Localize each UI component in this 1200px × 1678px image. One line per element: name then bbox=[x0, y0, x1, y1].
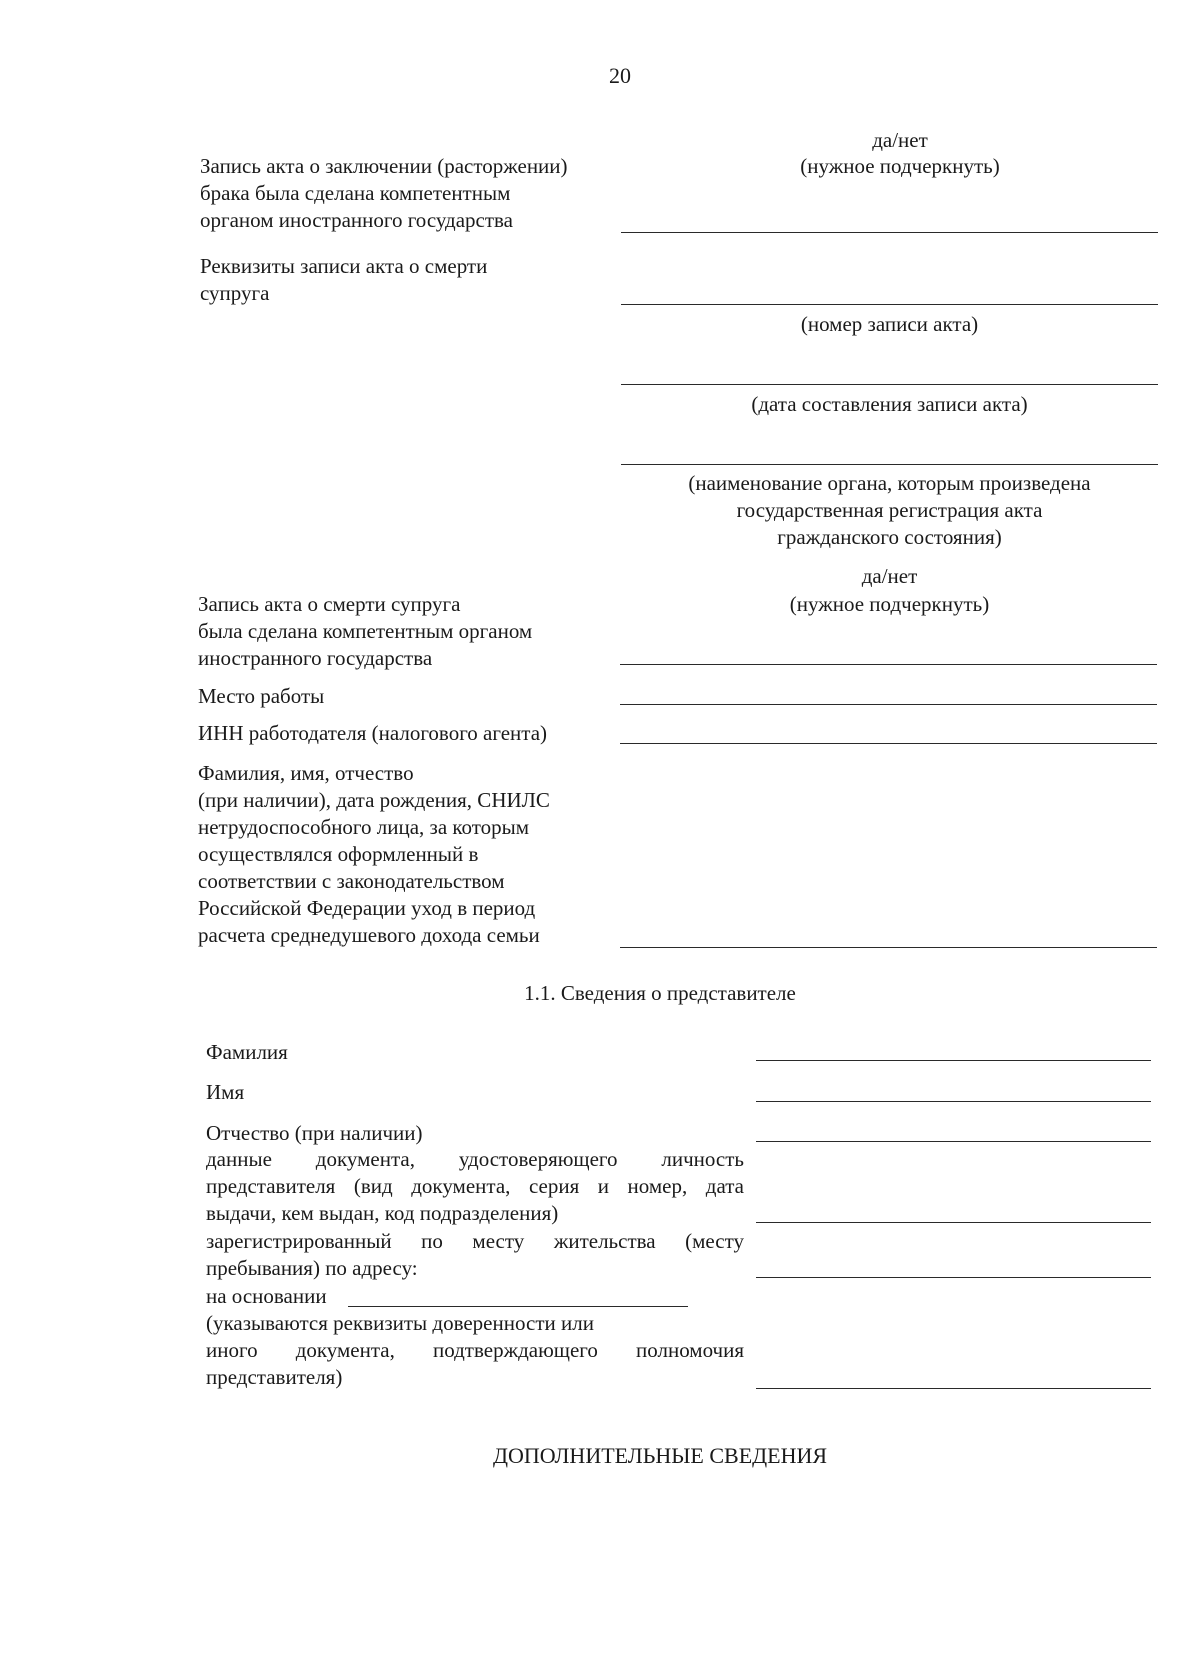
spouse-death-foreign-label: Запись акта о смерти супруга была сделана компетентным органом иностранного государства bbox=[198, 592, 533, 670]
workplace-field[interactable] bbox=[620, 704, 1157, 705]
basis-note-line: (указываются реквизиты доверенности или bbox=[206, 1311, 594, 1335]
death-record-date-field[interactable] bbox=[621, 384, 1158, 385]
basis-note-justified bbox=[206, 1337, 744, 1364]
document-label-line: выдачи, кем выдан, код подразделения) bbox=[206, 1201, 559, 1225]
marriage-yes-no-options[interactable]: да/нет bbox=[872, 128, 928, 152]
death-record-number-caption: (номер записи акта) bbox=[800, 312, 979, 336]
page-number: 20 bbox=[609, 63, 631, 88]
address-label-line: зарегистрированный по месту жительства (месту bbox=[206, 1229, 744, 1253]
representative-section-title: 1.1. Сведения о представителе bbox=[524, 981, 796, 1005]
representative-document-field[interactable] bbox=[756, 1222, 1151, 1223]
workplace-label: Место работы bbox=[198, 684, 325, 708]
death-record-number-field[interactable] bbox=[621, 304, 1158, 305]
marriage-underline-hint: (нужное подчеркнуть) bbox=[800, 154, 1000, 178]
representative-address-field[interactable] bbox=[756, 1277, 1151, 1278]
document-label-line: представителя (вид документа, серия и номер, дата bbox=[206, 1174, 744, 1198]
representative-document-label bbox=[206, 1146, 744, 1200]
representative-surname-field[interactable] bbox=[756, 1060, 1151, 1061]
representative-surname-label: Фамилия bbox=[206, 1040, 288, 1064]
address-label-line: пребывания) по адресу: bbox=[206, 1256, 418, 1280]
basis-note-line: представителя) bbox=[206, 1365, 343, 1389]
death-yes-no-options[interactable]: да/нет bbox=[861, 564, 918, 588]
marriage-record-foreign-label: Запись акта о заключении (расторжении) брака была сделана компетентным органом иностранного государства bbox=[200, 154, 568, 232]
basis-label: на основании bbox=[206, 1284, 327, 1308]
death-record-authority-field[interactable] bbox=[621, 464, 1158, 465]
disabled-person-field[interactable] bbox=[620, 947, 1157, 948]
death-underline-hint: (нужное подчеркнуть) bbox=[789, 592, 990, 616]
representative-patronymic-field[interactable] bbox=[756, 1141, 1151, 1142]
employer-inn-label: ИНН работодателя (налогового агента) bbox=[198, 721, 548, 745]
disabled-person-label: Фамилия, имя, отчество (при наличии), дата рождения, СНИЛС нетрудоспособного лица, за которым осуществлялся оформленный в соответствии с законодательством Российской Федерации уход в период расчета среднедушевого дохода семьи bbox=[198, 761, 550, 947]
representative-basis-signature-field[interactable] bbox=[756, 1388, 1151, 1389]
spouse-death-record-label: Реквизиты записи акта о смерти супруга bbox=[200, 254, 488, 305]
basis-field[interactable] bbox=[348, 1306, 688, 1307]
document-label-line: данные документа, удостоверяющего личность bbox=[206, 1147, 744, 1171]
death-record-authority-caption: (наименование органа, которым произведена государственная регистрация акта гражданского состояния) bbox=[688, 471, 1091, 549]
spouse-death-foreign-field[interactable] bbox=[620, 664, 1157, 665]
additional-info-title: ДОПОЛНИТЕЛЬНЫЕ СВЕДЕНИЯ bbox=[492, 1443, 828, 1468]
employer-inn-field[interactable] bbox=[620, 743, 1157, 744]
death-record-date-caption: (дата составления записи акта) bbox=[751, 392, 1028, 416]
representative-address-label bbox=[206, 1228, 744, 1255]
representative-name-field[interactable] bbox=[756, 1101, 1151, 1102]
representative-patronymic-label: Отчество (при наличии) bbox=[206, 1121, 423, 1145]
representative-name-label: Имя bbox=[206, 1080, 245, 1104]
basis-note-line: иного документа, подтверждающего полномочия bbox=[206, 1338, 744, 1362]
marriage-record-foreign-field[interactable] bbox=[621, 232, 1158, 233]
